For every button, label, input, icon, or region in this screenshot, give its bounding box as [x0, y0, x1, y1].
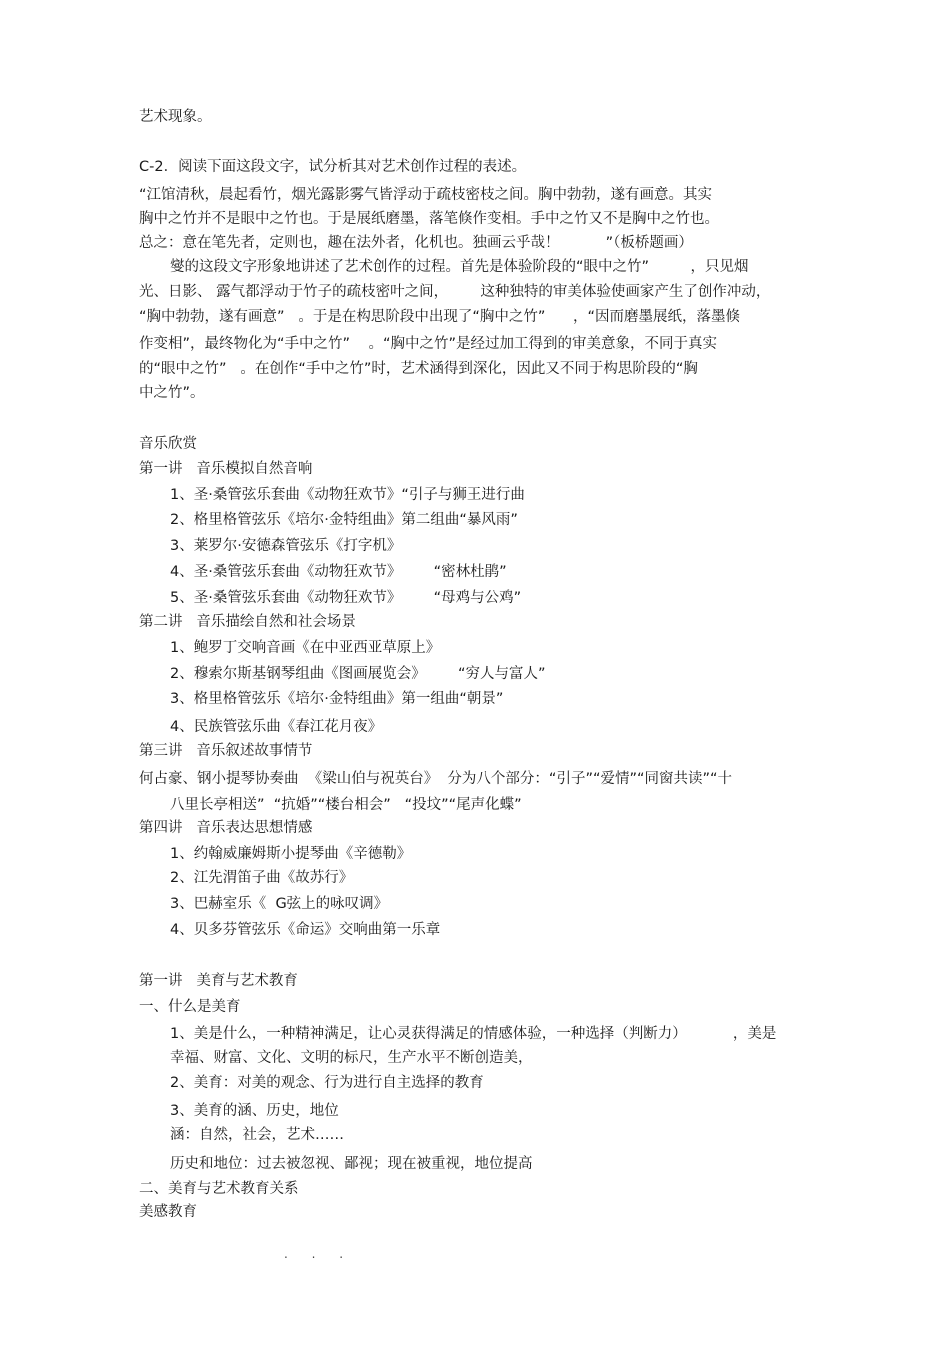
c2-question: C-2．阅读下面这段文字，试分析其对艺术创作过程的表述。 — [139, 159, 527, 175]
list-item: 历史和地位：过去被忽视、鄙视；现在被重视，地位提高 — [170, 1156, 533, 1172]
lecture3-line: 何占豪、钢小提琴协奏曲 《梁山伯与祝英台》 分为八个部分：“引子”“爱情”“同窗共读”“十 — [139, 771, 733, 787]
last-line: 美感教育 — [139, 1204, 197, 1220]
list-item: 2、格里格管弦乐《培尔·金特组曲》第二组曲“暴风雨” — [170, 512, 518, 528]
lecture-title: 第一讲 美育与艺术教育 — [139, 973, 298, 989]
lecture-title: 第四讲 音乐表达思想情感 — [139, 820, 313, 836]
analysis-line: 的“眼中之竹” 。在创作“手中之竹”时，艺术涵得到深化，因此又不同于构思阶段的“胸 — [139, 361, 698, 377]
analysis-line: 作变相”，最终物化为“手中之竹” 。“胸中之竹”是经过加工得到的审美意象，不同于真实 — [139, 336, 717, 352]
lecture-title: 第二讲 音乐描绘自然和社会场景 — [139, 614, 356, 630]
footer-dots: . . . — [284, 1247, 354, 1261]
quote-line: “江馆清秋，晨起看竹，烟光露影雾气皆浮动于疏枝密枝之间。胸中勃勃，遂有画意。其实 — [139, 187, 713, 203]
list-item: 4、民族管弦乐曲《春江花月夜》 — [170, 719, 383, 735]
list-item: 幸福、财富、文化、文明的标尺，生产水平不断创造美， — [170, 1050, 533, 1066]
section-heading: 一、什么是美育 — [139, 999, 241, 1015]
list-item: 1、鲍罗丁交响音画《在中亚西亚草原上》 — [170, 640, 441, 656]
analysis-line: 光、日影、 露气都浮动于竹子的疏枝密叶之间， 这种独特的审美体验使画家产生了创作冲动， — [139, 284, 771, 300]
top-line: 艺术现象。 — [139, 109, 212, 125]
list-item: 1、约翰威廉姆斯小提琴曲《辛德勒》 — [170, 846, 412, 862]
music-heading: 音乐欣赏 — [139, 436, 197, 452]
list-item: 1、美是什么，一种精神满足，让心灵获得满足的情感体验，一种选择（判断力） ，美是 — [170, 1026, 777, 1042]
list-item: 1、圣·桑管弦乐套曲《动物狂欢节》“引子与狮王进行曲 — [170, 487, 525, 503]
quote-line: 总之：意在笔先者，定则也，趣在法外者，化机也。独画云乎哉！ ”（板桥题画） — [139, 235, 693, 251]
analysis-line: 中之竹”。 — [139, 385, 205, 401]
lecture-title: 第一讲 音乐模拟自然音响 — [139, 461, 313, 477]
list-item: 4、贝多芬管弦乐《命运》交响曲第一乐章 — [170, 922, 441, 938]
section-heading: 二、美育与艺术教育关系 — [139, 1181, 299, 1197]
list-item: 3、莱罗尔·安德森管弦乐《打字机》 — [170, 538, 402, 554]
quote-line: 胸中之竹并不是眼中之竹也。于是展纸磨墨，落笔倏作变相。手中之竹又不是胸中之竹也。 — [139, 211, 719, 227]
list-item: 2、穆索尔斯基钢琴组曲《图画展览会》 “穷人与富人” — [170, 666, 546, 682]
list-item: 涵：自然，社会，艺术…… — [170, 1127, 344, 1143]
list-item: 5、圣·桑管弦乐套曲《动物狂欢节》 “母鸡与公鸡” — [170, 590, 522, 606]
list-item: 3、美育的涵、历史，地位 — [170, 1103, 339, 1119]
lecture-title: 第三讲 音乐叙述故事情节 — [139, 743, 313, 759]
list-item: 2、美育：对美的观念、行为进行自主选择的教育 — [170, 1075, 484, 1091]
analysis-line: 燮的这段文字形象地讲述了艺术创作的过程。首先是体验阶段的“眼中之竹” ，只见烟 — [170, 259, 749, 275]
lecture3-line: 八里长亭相送” “抗婚”“楼台相会” “投坟”“尾声化蝶” — [170, 797, 522, 813]
list-item: 2、江先渭笛子曲《故苏行》 — [170, 870, 354, 886]
list-item: 4、圣·桑管弦乐套曲《动物狂欢节》 “密林杜鹃” — [170, 564, 507, 580]
list-item: 3、格里格管弦乐《培尔·金特组曲》第一组曲“朝景” — [170, 691, 504, 707]
list-item: 3、巴赫室乐《 G弦上的咏叹调》 — [170, 896, 389, 912]
analysis-line: “胸中勃勃，遂有画意” 。于是在构思阶段中出现了“胸中之竹” ，“因而磨墨展纸，落墨倏 — [139, 309, 741, 325]
